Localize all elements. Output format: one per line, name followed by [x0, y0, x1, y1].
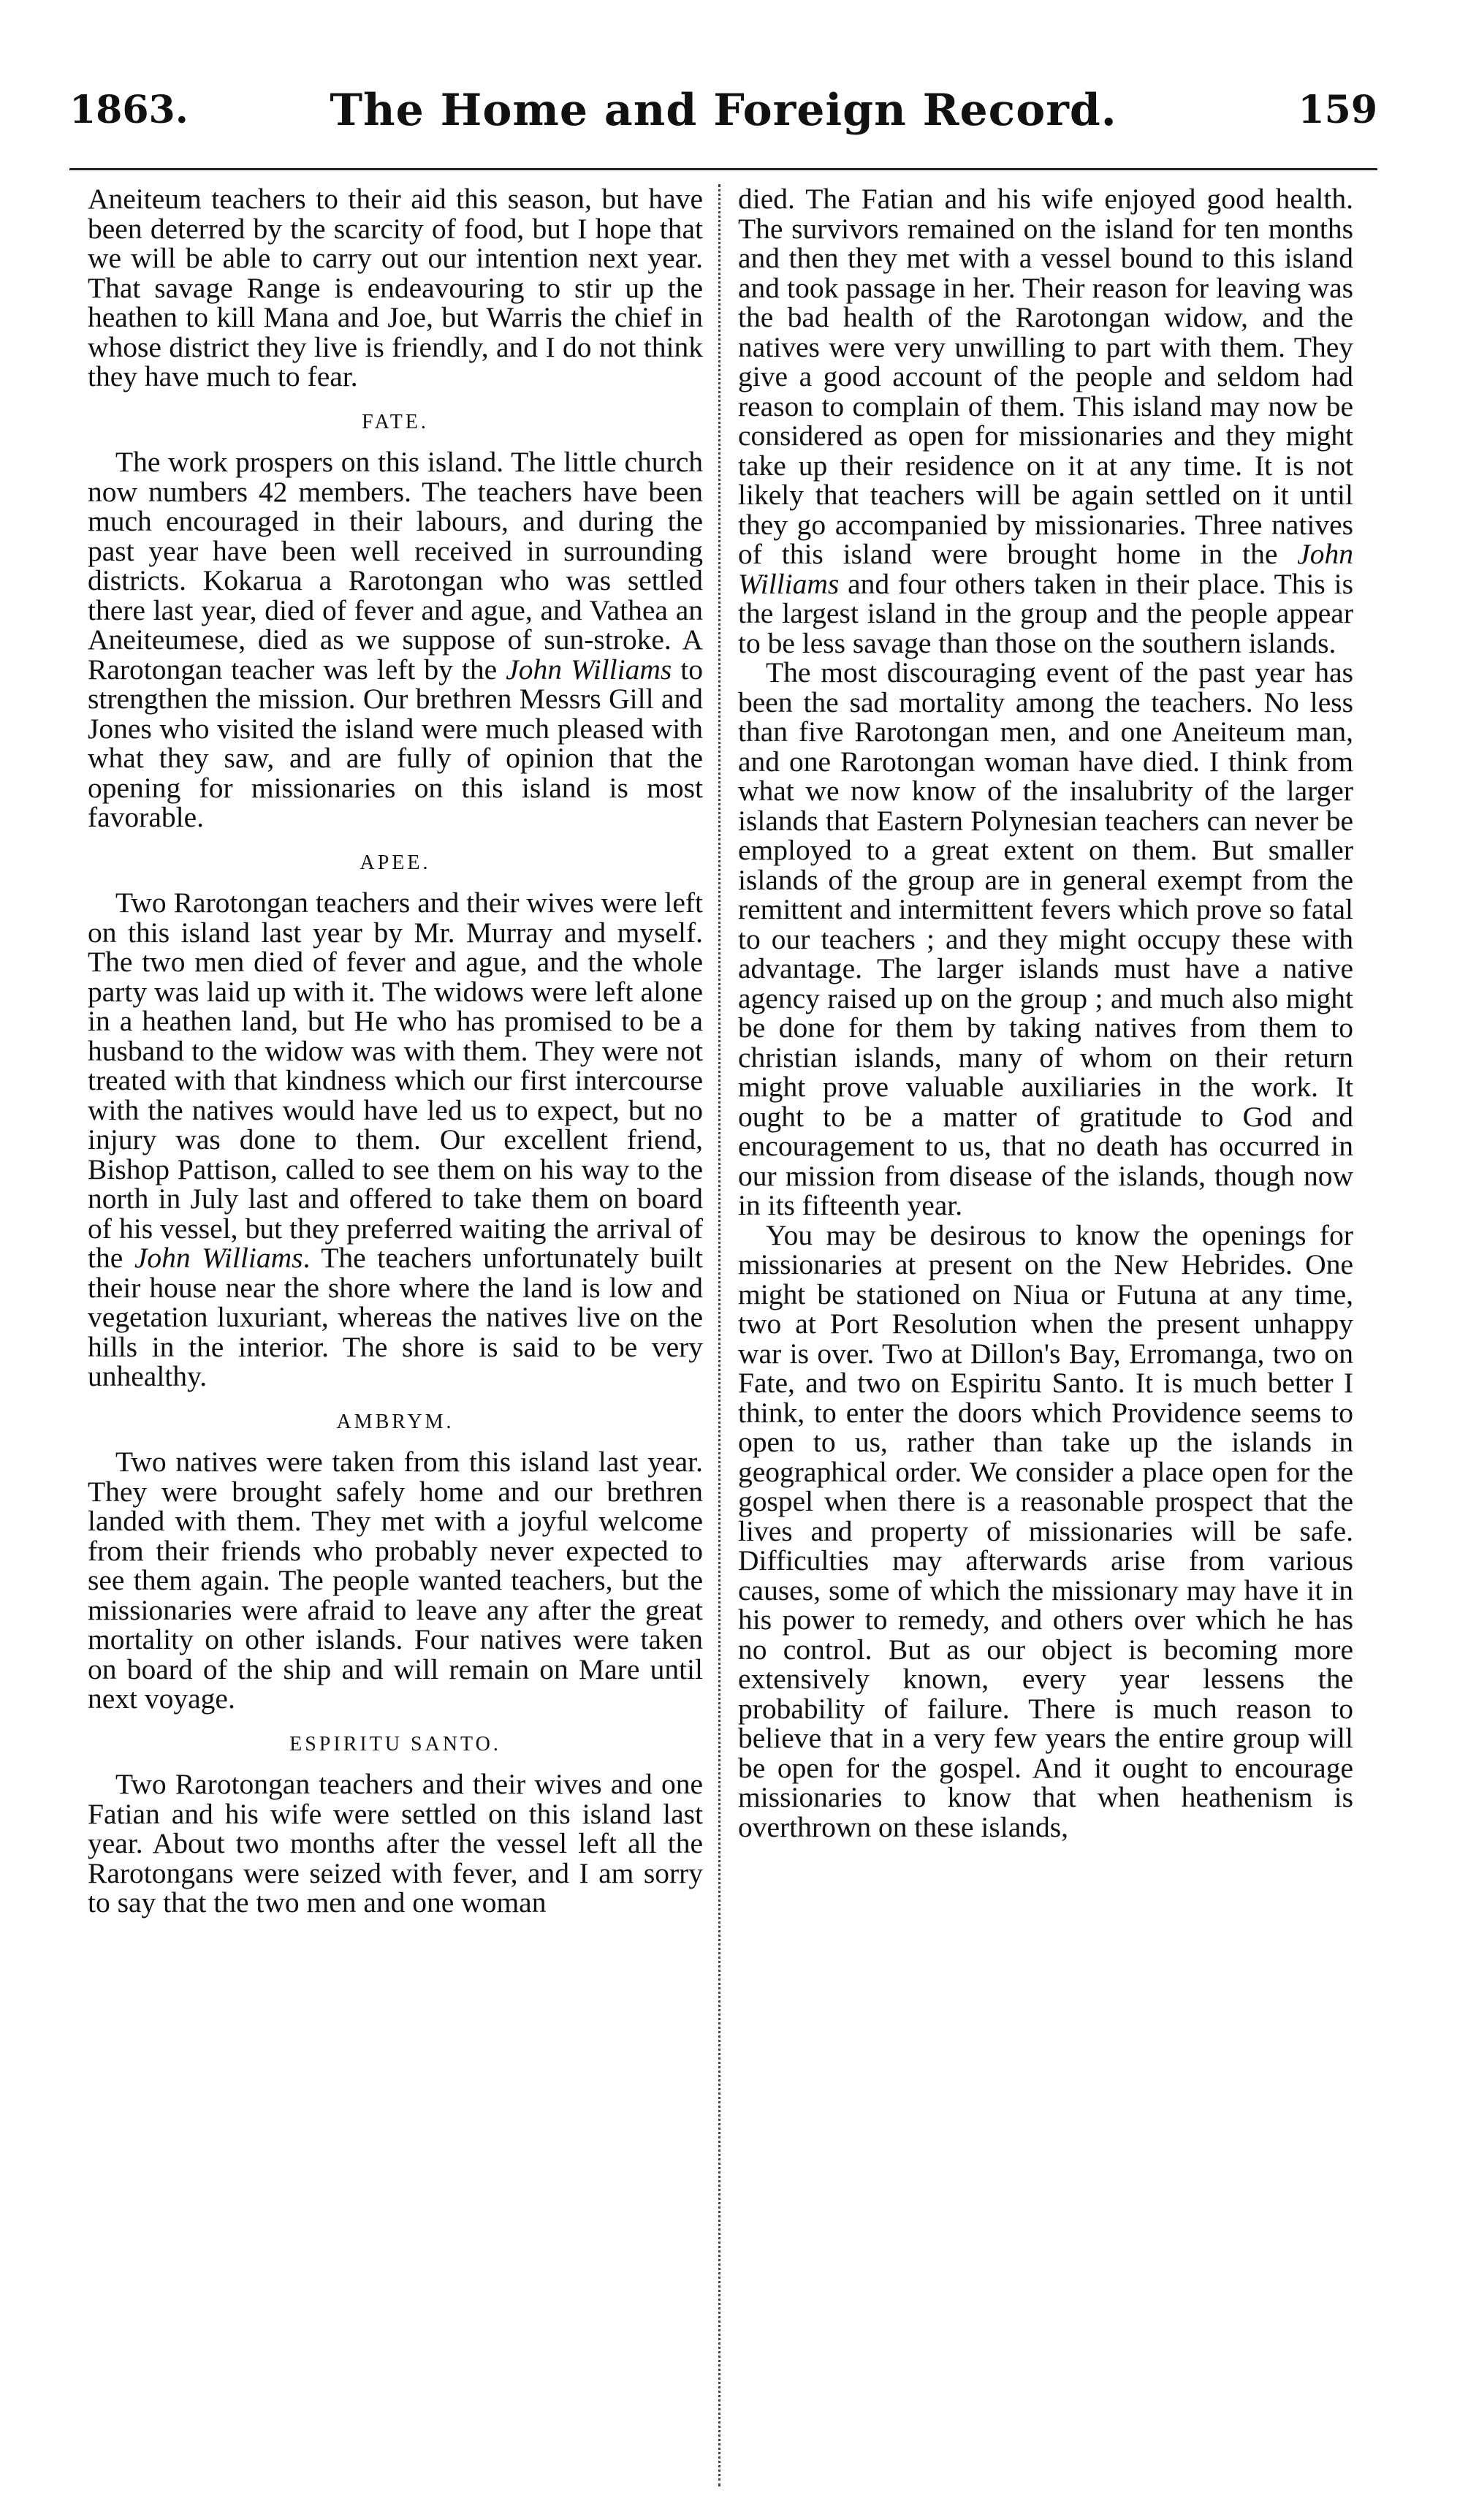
- left-column: [88, 184, 703, 1918]
- section-heading-apee: APEE.: [360, 851, 431, 874]
- paragraph: Two natives were taken from this island last year. They were brought safely home and our brethren landed with them. They met with a joyful welcome from their friends who probably never expected to see them again. The people wanted teachers, but the missionaries were afraid to leave any after the great mortality on other islands. Four natives were taken on board of the ship and will remain on Mare until next voyage.: [88, 1446, 703, 1715]
- text-run: The work prospers on this island. The little church now numbers 42 members. The teachers have been much encouraged in their labours, and during the past year have been well received in surrounding districts. Kokarua a Rarotongan who was settled there last year, died of fever and ague, and Vathea an Aneiteumese, died as we suppose of sun-stroke. A Rarotongan teacher was left by the: [88, 446, 703, 686]
- right-column: [738, 184, 1353, 1842]
- section-heading-espiritu-santo: ESPIRITU SANTO.: [289, 1732, 501, 1756]
- ship-name: John Williams: [134, 1242, 303, 1274]
- paragraph: [88, 447, 703, 832]
- paragraph: Aneiteum teachers to their aid this season, but have been deterred by the scarcity of food, but I hope that we will be able to carry out our intention next year. That savage Range is endeavouring to stir up the heathen to kill Mana and Joe, but Warris the chief in whose district they live is friendly, and I do not think they have much to fear.: [88, 183, 703, 392]
- ship-name: John Williams: [738, 538, 1353, 600]
- paragraph: Two Rarotongan teachers and their wives and one Fatian and his wife were settled on this island last year. About two months after the vessel left all the Rarotongans were seized with fever, and I am sorry to say that the two men and one woman: [88, 1768, 703, 1919]
- ship-name: John Williams: [506, 653, 672, 686]
- header-year: 1863.: [69, 88, 189, 132]
- text-run: Two Rarotongan teachers and their wives were left on this island last year by Mr. Murray and myself. The two men died of fever and ague, and the whole party was laid up with it. The widows were left alone in a heathen land, but He who has promised to be a husband to the widow was with them. They were not treated with that kindness which our first intercourse with the natives would have led us to expect, but no injury was done to them. Our excellent friend, Bishop Pattison, called to see them on his way to the north in July last and offered to take them on board of his vessel, but they preferred waiting the arrival of the: [88, 887, 703, 1274]
- paragraph: [88, 888, 703, 1392]
- page-number: 159: [1298, 88, 1377, 132]
- paragraph: You may be desirous to know the openings for missionaries at present on the New Hebrides. One might be stationed on Niua or Futuna at any time, two at Port Resolution when the present unhappy war is over. Two at Dillon's Bay, Erromanga, two on Fate, and two on Espiritu Santo. It is much better I think, to enter the doors which Providence seems to open to us, rather than take up the islands in geographical order. We consider a place open for the gospel when there is a reasonable prospect that the lives and property of missionaries will be safe. Difficulties may afterwards arise from various causes, some of which the missionary may have it in his power to remedy, and others over which he has no control. But as our object is becoming more extensively known, every year lessens the probability of failure. There is much reason to believe that in a very few years the entire group will be open for the gospel. And it ought to encourage missionaries to know that when heathenism is overthrown on these islands,: [738, 1218, 1353, 1843]
- header-title: The Home and Foreign Record.: [330, 85, 1117, 136]
- column-divider: [718, 184, 720, 2486]
- section-heading-fate: FATE.: [362, 410, 429, 433]
- section-heading-ambrym: AMBRYM.: [336, 1410, 455, 1433]
- text-run: died. The Fatian and his wife enjoyed good health. The survivors remained on the island for ten months and then they met with a vessel bound to this island and took passage in her. Their reason for leaving was the bad health of the Rarotongan widow, and the natives were very unwilling to part with them. They give a good account of the people and seldom had reason to complain of them. This island may now be considered as open for missionaries and they might take up their residence on it at any time. It is not likely that teachers will be again settled on it until they go accompanied by missionaries. Three natives of this island were brought home in the: [738, 183, 1353, 570]
- paragraph: [738, 184, 1353, 658]
- page-header: [69, 85, 1377, 153]
- text-run: and four others taken in their place. This is the largest island in the group and the people appear to be less savage than those on the southern islands.: [738, 567, 1353, 659]
- paragraph: The most discouraging event of the past year has been the sad mortality among the teachers. No less than five Rarotongan men, and one Aneiteum man, and one Rarotongan woman have died. I think from what we now know of the insalubrity of the larger islands that Eastern Polynesian teachers can never be employed to a great extent on them. But smaller islands of the group are in general exempt from the remittent and intermittent fevers which prove so fatal to our teachers ; and they might occupy these with advantage. The larger islands must have a native agency raised up on the group ; and much also might be done for them by taking natives from them to christian islands, many of whom on their return might prove valuable auxiliaries in the work. It ought to be a matter of gratitude to God and encouragement to us, that no death has occurred in our mission from disease of the islands, though now in its fifteenth year.: [738, 656, 1353, 1221]
- header-rule: [69, 168, 1377, 170]
- text-run: to strengthen the mission. Our brethren Messrs Gill and Jones who visited the island were much pleased with what they saw, and are fully of opinion that the opening for missionaries on this island is most favorable.: [88, 653, 703, 833]
- text-run: . The teachers unfortunately built their house near the shore where the land is low and vegetation luxuriant, whereas the natives live on the hills in the interior. The shore is said to be very unhealthy.: [88, 1242, 703, 1392]
